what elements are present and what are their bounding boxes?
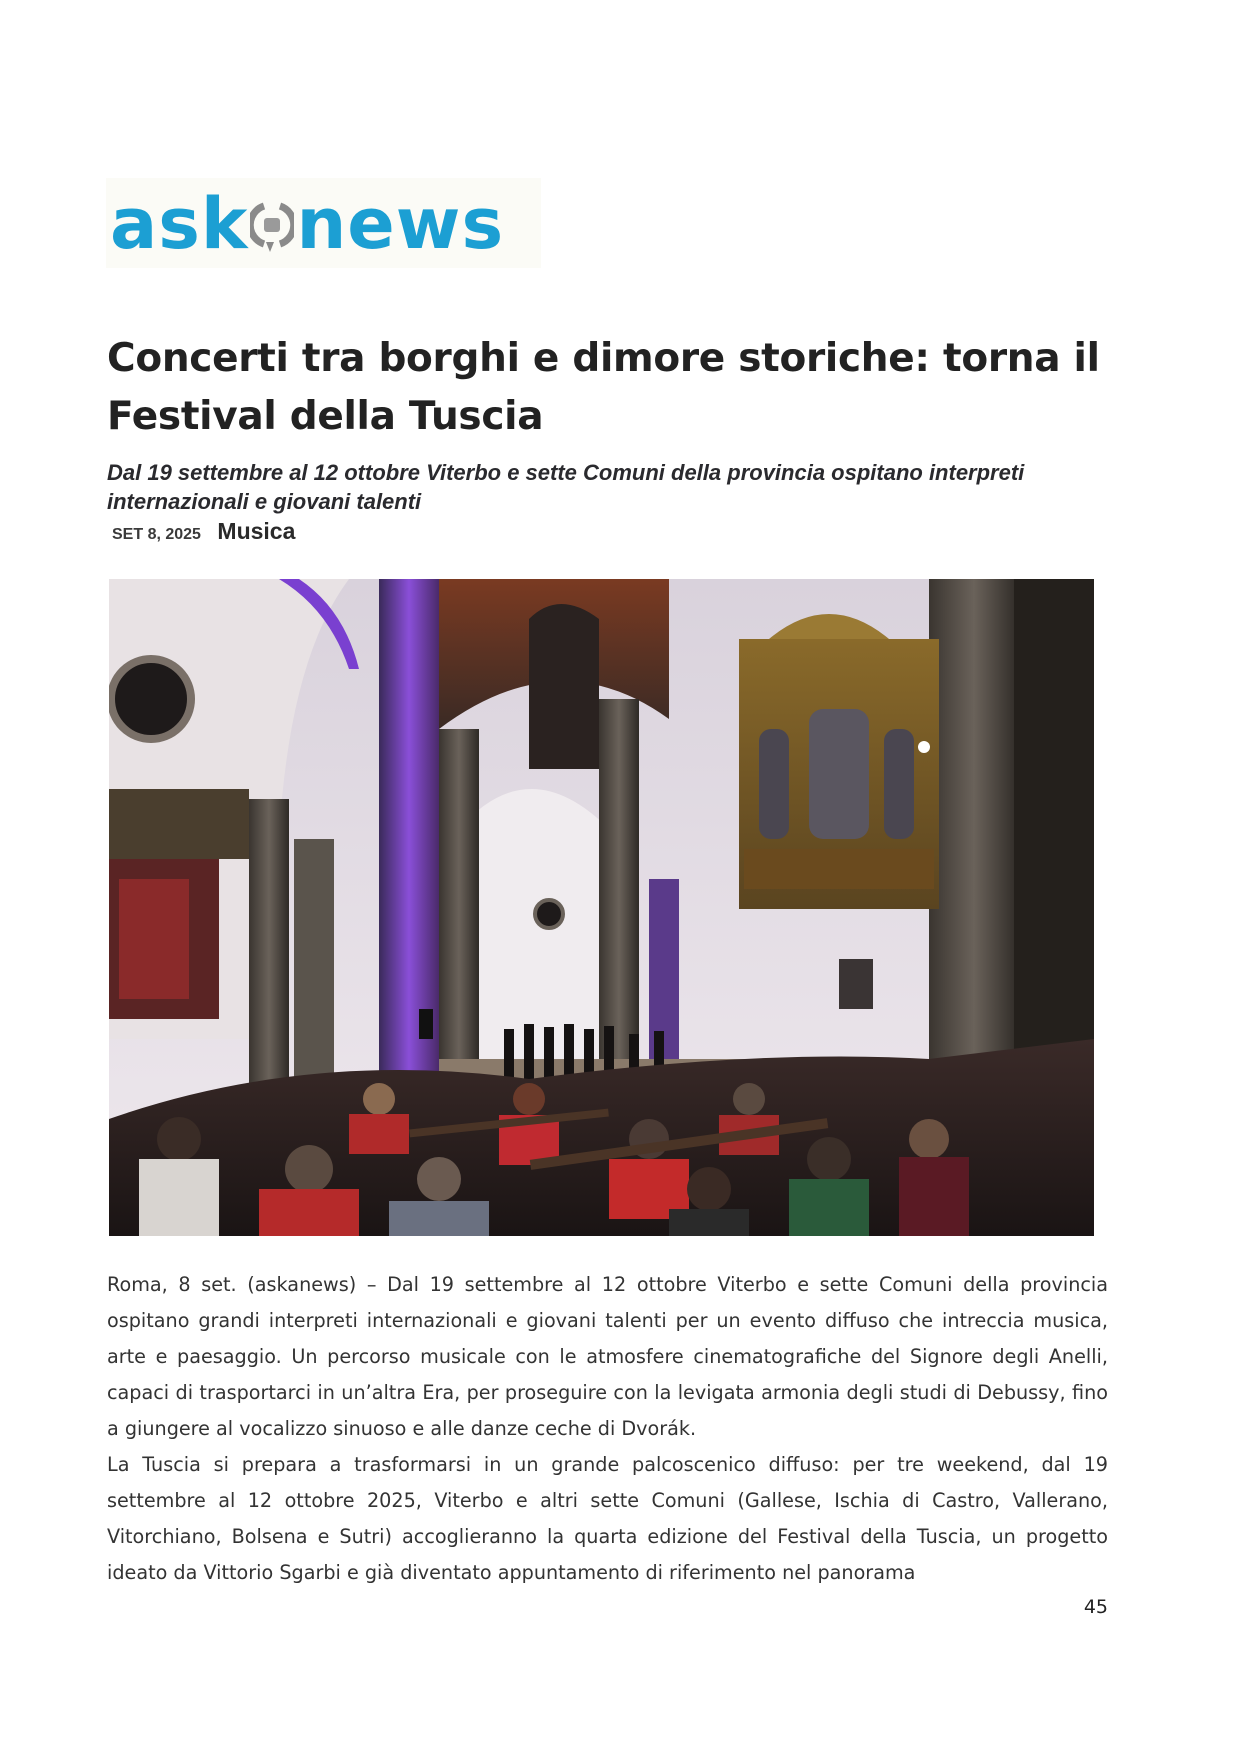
article-meta <box>112 518 295 546</box>
paragraph: La Tuscia si prepara a trasformarsi in un grande palcoscenico diffuso: per tre weekend, dal 19 settembre al 12 ottobre 2025, Viterbo e altri sette Comuni (Gallese, Ischia di Castro, Vallerano, Vitorchiano, Bolsena e Sutri) accoglieranno la quarta edizione del Festival della Tuscia, un progetto ideato da Vittorio Sgarbi e già diventato appuntamento di riferimento nel panorama <box>107 1453 1108 1584</box>
logo-wordmark <box>110 184 504 264</box>
logo-text-ask: ask <box>110 183 249 265</box>
page-number: 45 <box>1083 1596 1108 1618</box>
paragraph: Roma, 8 set. (askanews) – Dal 19 settembre al 12 ottobre Viterbo e sette Comuni della provincia ospitano grandi interpreti internazionali e giovani talenti per un evento diffuso che intreccia musica, arte e paesaggio. Un percorso musicale con le atmosfere cinematografiche del Signore degli Anelli, capaci di trasportarci in un’altra Era, per proseguire con la levigata armonia degli studi di Debussy, fino a giungere al vocalizzo sinuoso e alle danze ceche di Dvorák. <box>107 1273 1108 1440</box>
category-link[interactable]: Musica <box>217 518 296 544</box>
speech-bubble-icon <box>250 190 294 246</box>
logo-text-news: news <box>296 183 505 265</box>
article-title: Concerti tra borghi e dimore storiche: torna il Festival della Tuscia <box>107 336 1100 439</box>
askanews-logo <box>106 178 541 268</box>
article-subtitle: Dal 19 settembre al 12 ottobre Viterbo e sette Comuni della provincia ospitano interpreti internazionali e giovani talenti <box>107 460 1025 514</box>
article-body <box>107 1267 1108 1591</box>
publish-date: SET 8, 2025 <box>112 526 201 543</box>
article-photo <box>109 579 1094 1236</box>
